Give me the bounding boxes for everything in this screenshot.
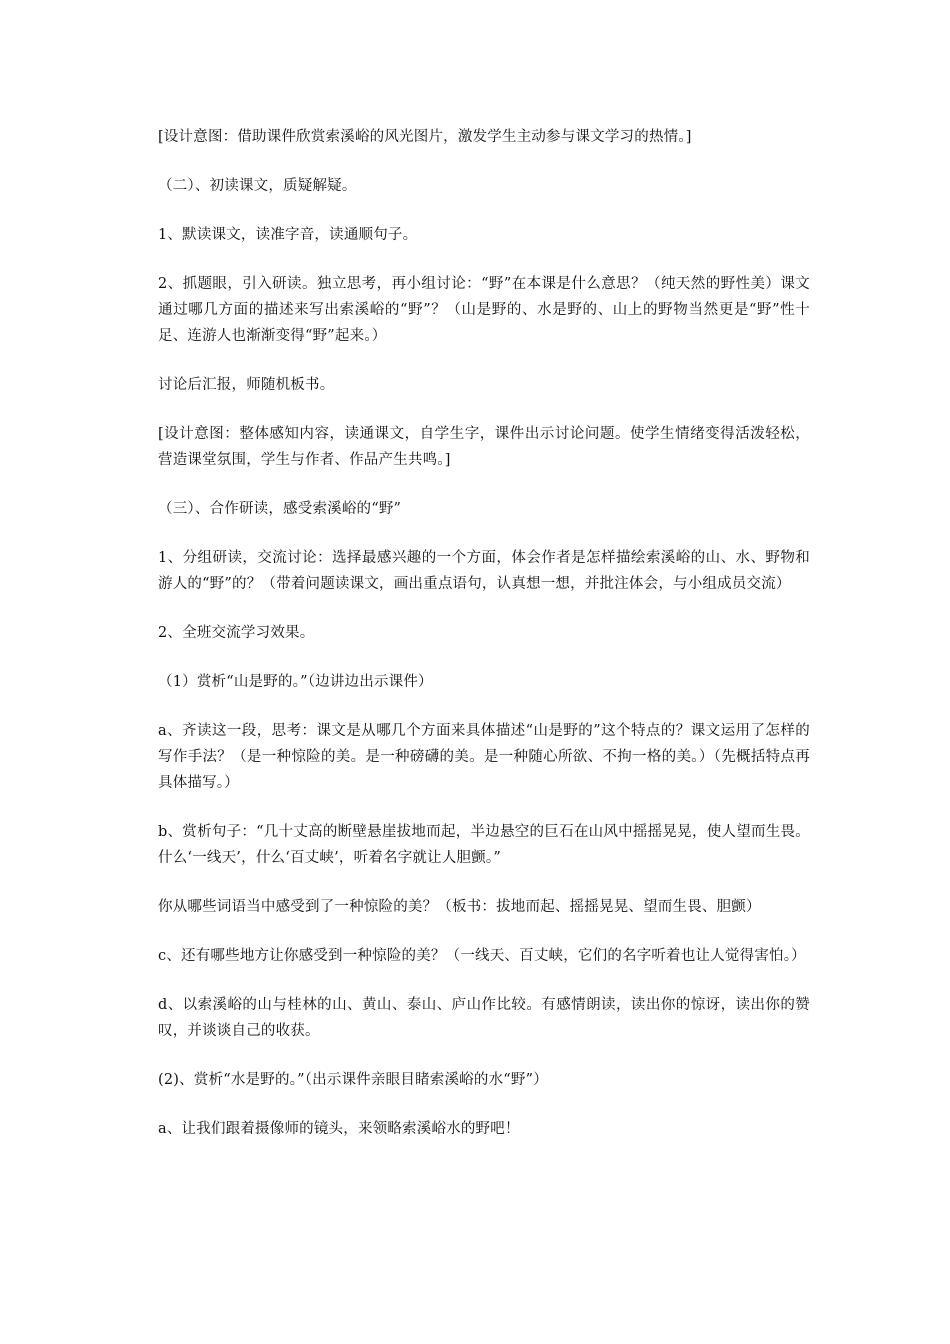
subsection-water: (2)、赏析“水是野的。”（出示课件亲眼目睹索溪峪的水“野”）: [158, 1072, 548, 1088]
section-heading-3: （三）、合作研读，感受索溪峪的“野”: [158, 501, 402, 517]
item-c-mountain: c、还有哪些地方让你感受到一种惊险的美？（一线天、百丈峡，它们的名字听着也让人觉得害怕。）: [158, 948, 806, 964]
section-heading-2: （二）、初读课文，质疑解疑。: [158, 178, 357, 194]
item-d-mountain: d、以索溪峪的山与桂林的山、黄山、泰山、庐山作比较。有感情朗读，读出你的惊讶，读出你的赞叹，并谈谈自己的收获。: [158, 997, 810, 1039]
step-class-exchange: 2、全班交流学习效果。: [158, 625, 315, 641]
subsection-mountain: （1）赏析“山是野的。”（边讲边出示课件）: [158, 674, 433, 690]
document-body: [158, 124, 810, 1165]
step-group-study: 1、分组研读，交流讨论：选择最感兴趣的一个方面，体会作者是怎样描绘索溪峪的山、水、野物和游人的“野”的？（带着问题读课文，画出重点语句，认真想一想，并批注体会，与小组成员交流）: [158, 550, 810, 592]
step-silent-reading: 1、默读课文，读准字音，读通顺句子。: [158, 227, 418, 243]
step-report: 讨论后汇报，师随机板书。: [158, 377, 335, 393]
step-title-discussion: 2、抓题眼，引入研读。独立思考，再小组讨论：“野”在本课是什么意思？（纯天然的野性美）课文通过哪几方面的描述来写出索溪峪的“野”？（山是野的、水是野的、山上的野物当然更是“野”性十足、连游人也渐渐变得“野”起来。）: [158, 276, 810, 344]
item-b-mountain: b、赏析句子：“几十丈高的断壁悬崖拔地而起，半边悬空的巨石在山风中摇摇晃晃，使人望而生畏。什么‘一线天’，什么‘百丈峡’，听着名字就让人胆颤。”: [158, 824, 810, 866]
item-a-water: a、让我们跟着摄像师的镜头，来领略索溪峪水的野吧！: [158, 1121, 520, 1137]
question-words: 你从哪些词语当中感受到了一种惊险的美？（板书：拔地而起、摇摇晃晃、望而生畏、胆颤）: [158, 899, 761, 915]
design-intent-note-2: [设计意图：整体感知内容，读通课文，自学生字，课件出示讨论问题。使学生情绪变得活泼轻松，营造课堂氛围，学生与作者、作品产生共鸣。]: [158, 426, 810, 468]
design-intent-note-1: [设计意图：借助课件欣赏索溪峪的风光图片，激发学生主动参与课文学习的热情。]: [158, 129, 692, 145]
item-a-mountain: a、齐读这一段，思考：课文是从哪几个方面来具体描述“山是野的”这个特点的？课文运用了怎样的写作手法？（是一种惊险的美。是一种磅礴的美。是一种随心所欲、不拘一格的美。）（先概括特点再具体描写。）: [158, 723, 810, 791]
